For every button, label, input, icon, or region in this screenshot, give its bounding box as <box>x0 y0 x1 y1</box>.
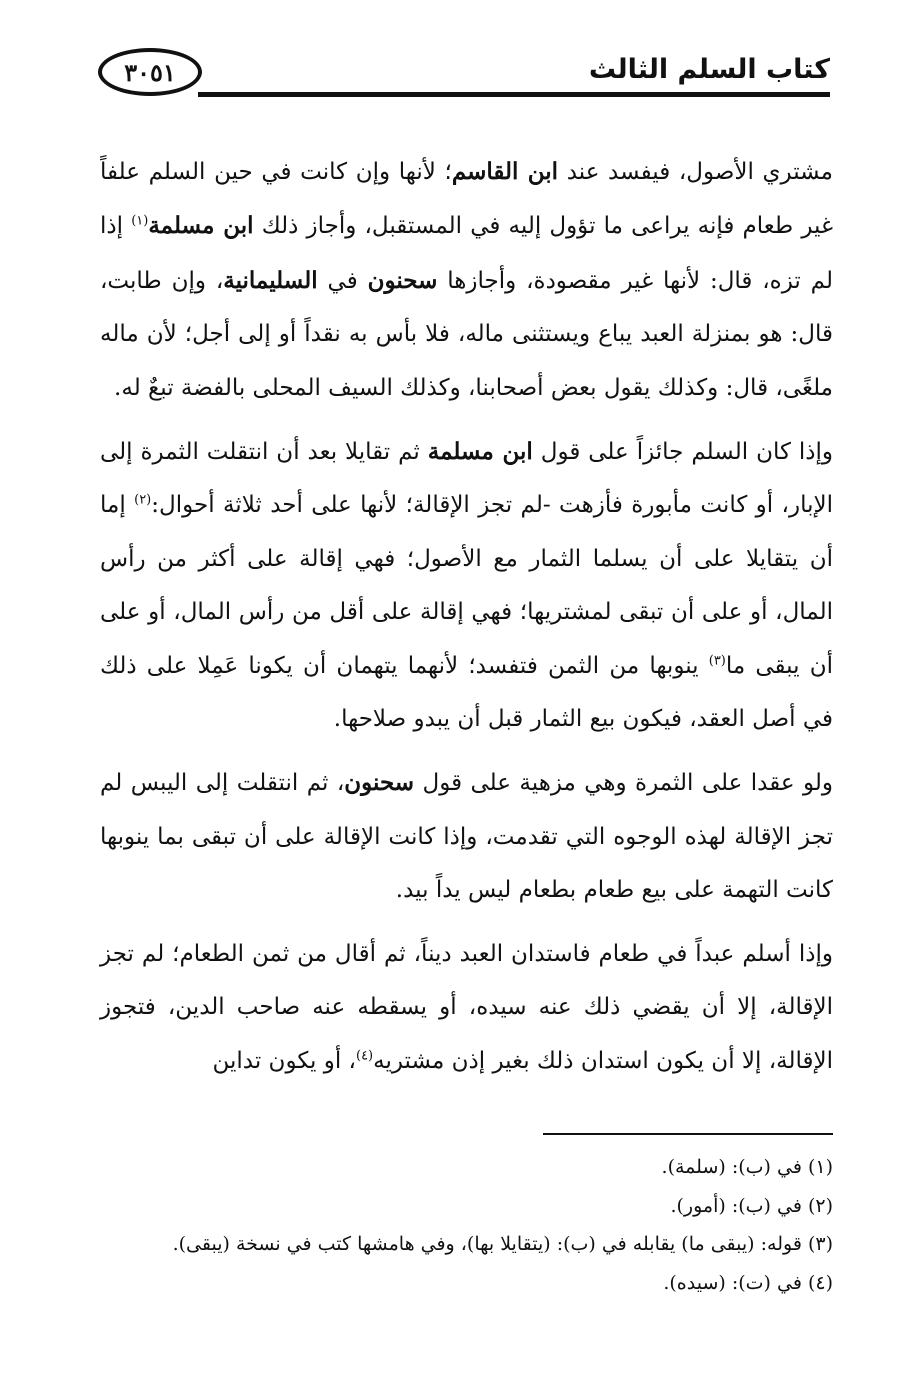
footnote-marker: (٣) <box>708 653 726 668</box>
main-text <box>100 145 833 1098</box>
text-segment: إذا لم تزه، قال: لأنها غير مقصودة، وأجازها <box>100 213 833 294</box>
text-segment: في <box>317 267 368 294</box>
bold-name: السليمانية <box>223 266 318 294</box>
paragraph <box>100 756 833 917</box>
text-segment: ، ثم انتقلت إلى اليبس لم تجز الإقالة لهذه الوجوه التي تقدمت، وإذا كانت الإقالة على أن تبقى بما ينوبها كانت التهمة على بيع طعام بطعام ليس يداً بيد. <box>100 770 833 904</box>
text-segment: ثم تقايلا بعد أن انتقلت الثمرة إلى الإبار، أو كانت مأبورة فأزهت -لم تجز الإقالة؛ لأنها على أحد ثلاثة أحوال: <box>100 439 833 519</box>
footnote-marker: (١) <box>131 213 149 229</box>
paragraph <box>100 928 833 1088</box>
page-header <box>90 48 830 106</box>
text-segment: ، وإن طابت، قال: هو بمنزلة العبد يباع ويستثنى ماله، فلا بأس به نقداً أو إلى أجل؛ لأن ماله ملغًى، قال: وكذلك يقول بعض أصحابنا، وكذلك السيف المحلى بالفضة تبعٌ له. <box>100 267 833 401</box>
bold-name: ابن مسلمة <box>427 438 533 466</box>
page-number: ٣٠٥١ <box>98 48 202 96</box>
footnote-marker: (٤) <box>355 1047 374 1063</box>
text-segment: ، أو يكون تداين <box>212 1047 356 1074</box>
text-segment: ؛ لأنها وإن كانت في حين السلم علفاً غير طعام فإنه يراعى ما تؤول إليه في المستقبل، وأجاز ذلك <box>100 159 833 240</box>
text-segment: ينوبها من الثمن فتفسد؛ لأنهما يتهمان أن يكونا عَمِلا على ذلك في أصل العقد، فيكون بيع الثمار قبل أن يبدو صلاحها. <box>100 652 833 733</box>
bold-name: ابن مسلمة <box>148 212 254 240</box>
bold-name: سحنون <box>344 769 415 797</box>
text-segment: ولو عقدا على الثمرة وهي مزهية على قول <box>414 770 833 797</box>
header-rule <box>198 92 830 97</box>
footnote-separator <box>543 1133 833 1135</box>
footnote-marker: (٢) <box>134 492 152 508</box>
paragraph <box>100 145 833 415</box>
text-segment: وإذا كان السلم جائزاً على قول <box>532 439 834 466</box>
text-segment: مشتري الأصول، فيفسد عند <box>558 159 833 185</box>
text-segment: وإذا أسلم عبداً في طعام فاستدان العبد ديناً، ثم أقال من ثمن الطعام؛ لم تجز الإقالة، إلا أن يقضي ذلك عنه سيده، أو يسقطه عنه صاحب الدين، فتجوز الإقالة، إلا أن يكون استدان ذلك بغير إذن مشتريه <box>100 940 833 1074</box>
text-segment: إما أن يتقايلا على أن يسلما الثمار مع الأصول؛ فهي إقالة على أكثر من رأس المال، أو على أن تبقى لمشتريها؛ فهي إقالة على أقل من رأس المال، أو على أن يبقى ما <box>100 492 833 679</box>
book-title: كتاب السلم الثالث <box>588 54 830 85</box>
footnote: (٣) قوله: (يبقى ما) يقابله في (ب): (يتقايلا بها)، وفي هامشها كتب في نسخة (يبقى). <box>172 1233 833 1255</box>
footnotes <box>100 1148 833 1302</box>
footnote: (٢) في (ب): (أمور). <box>670 1194 833 1217</box>
footnote: (٤) في (ت): (سيده). <box>663 1271 833 1294</box>
footnote: (١) في (ب): (سلمة). <box>661 1156 833 1178</box>
paragraph <box>100 425 833 746</box>
bold-name: ابن القاسم <box>451 158 559 185</box>
bold-name: سحنون <box>367 266 438 294</box>
